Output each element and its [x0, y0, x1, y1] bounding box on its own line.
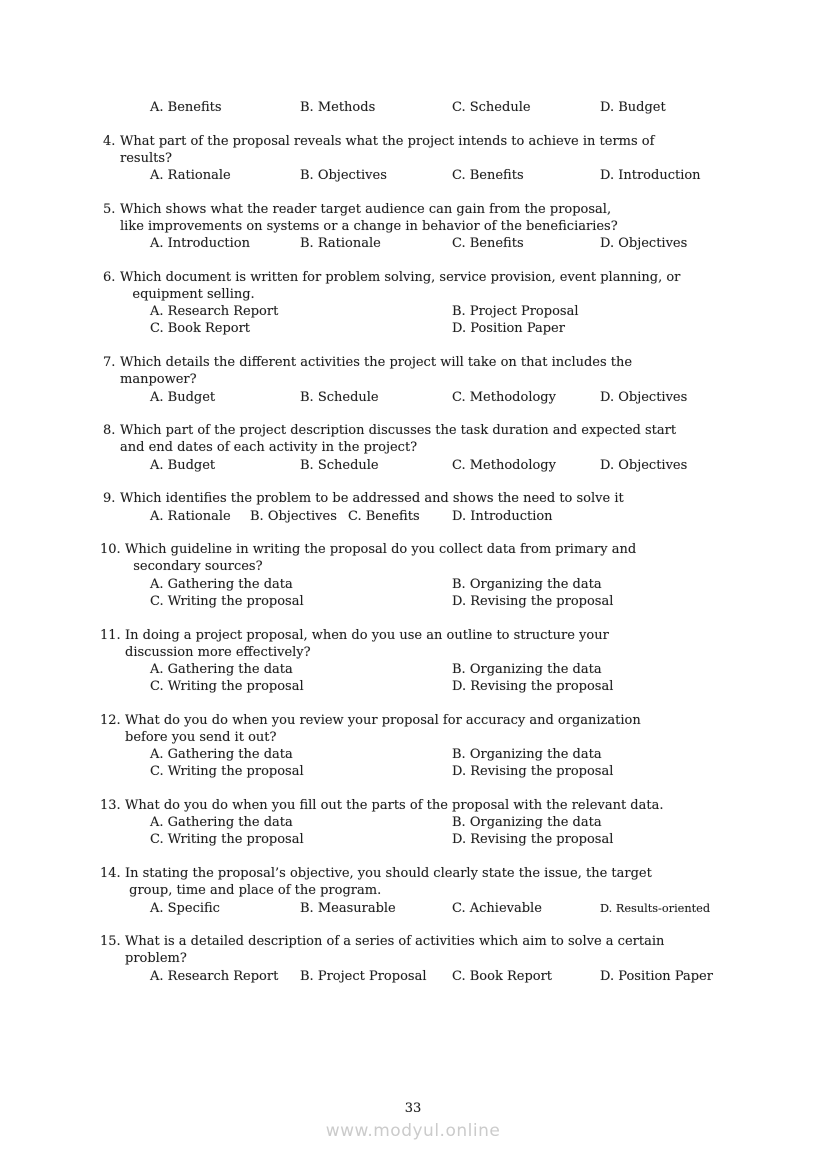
option-b: B. Objectives: [300, 168, 387, 184]
question-stem: [100, 627, 783, 644]
quiz-content: [100, 99, 783, 1001]
option-b: B. Objectives: [250, 508, 337, 524]
question-text: What is a detailed description of a series of activities which aim to solve a certain: [125, 934, 665, 950]
option-c: C. Methodology: [452, 457, 556, 473]
options-row: [103, 167, 783, 184]
question-stem: [103, 133, 783, 150]
options-row: [103, 99, 783, 116]
question-number: 6.: [103, 269, 116, 285]
option-b: B. Organizing the data: [452, 747, 602, 763]
question-text: equipment selling.: [120, 287, 255, 303]
options-row: [103, 235, 783, 252]
carryover-options-row: [103, 99, 783, 116]
option-c: C. Writing the proposal: [150, 679, 304, 695]
question-stem-continuation: [103, 644, 783, 661]
question-stem: [100, 797, 783, 814]
question-text: manpower?: [120, 372, 197, 388]
question-text: problem?: [125, 951, 187, 967]
option-a: A. Budget: [150, 389, 216, 405]
question-stem-continuation: [103, 218, 783, 235]
option-c: C. Book Report: [150, 321, 251, 337]
options-row: [103, 814, 783, 831]
option-c: C. Benefits: [348, 508, 420, 524]
options-row: [103, 457, 783, 474]
option-d: D. Objectives: [600, 389, 688, 405]
question-number: 8.: [103, 423, 116, 439]
question-stem-continuation: [103, 439, 783, 456]
question-text: results?: [120, 150, 172, 166]
option-b: B. Schedule: [300, 389, 379, 405]
question-stem-continuation: [103, 150, 783, 167]
option-c: C. Methodology: [452, 389, 556, 405]
option-d: D. Introduction: [600, 168, 701, 184]
question-text: In doing a project proposal, when do you use an outline to structure your: [125, 627, 609, 643]
question-stem: [103, 354, 783, 371]
question-text: discussion more effectively?: [125, 644, 311, 660]
options-row: [103, 678, 783, 695]
option-d: D. Revising the proposal: [452, 679, 614, 695]
options-row: [103, 593, 783, 610]
question-8: [103, 422, 783, 474]
options-row: [103, 320, 783, 337]
question-text: Which identifies the problem to be addressed and shows the need to solve it: [120, 491, 624, 507]
question-text: Which details the different activities the project will take on that includes the: [120, 355, 633, 371]
option-d: D. Introduction: [452, 508, 553, 524]
option-c: C. Achievable: [452, 900, 542, 916]
question-stem: [103, 269, 783, 286]
question-13: [100, 797, 783, 849]
question-text: group, time and place of the program.: [125, 883, 382, 899]
question-9: [103, 490, 783, 524]
question-number: 4.: [103, 133, 116, 149]
option-a: A. Research Report: [150, 304, 279, 320]
option-c: C. Book Report: [452, 968, 553, 984]
option-b: B. Measurable: [300, 900, 396, 916]
question-number: 12.: [100, 712, 121, 728]
question-stem: [100, 865, 783, 882]
question-stem-continuation: [103, 371, 783, 388]
option-d: D. Objectives: [600, 236, 688, 252]
option-b: B. Organizing the data: [452, 576, 602, 592]
question-text: Which part of the project description discusses the task duration and expected start: [120, 423, 677, 439]
option-a: A. Rationale: [150, 168, 231, 184]
question-stem: [103, 201, 783, 218]
question-11: [100, 627, 783, 696]
question-text: What do you do when you fill out the parts of the proposal with the relevant data.: [125, 798, 664, 814]
question-stem-continuation: [103, 950, 783, 967]
question-number: 7.: [103, 355, 116, 371]
question-stem-continuation: [103, 558, 783, 575]
option-b: B. Organizing the data: [452, 661, 602, 677]
option-a: A. Gathering the data: [150, 576, 293, 592]
page-number: 33: [404, 1101, 422, 1116]
options-row: [103, 968, 783, 985]
option-a: A. Introduction: [150, 236, 250, 252]
question-12: [100, 712, 783, 781]
options-row: [103, 576, 783, 593]
options-row: [103, 661, 783, 678]
question-stem: [100, 541, 783, 558]
option-b: B. Project Proposal: [300, 968, 427, 984]
option-d: D. Position Paper: [452, 321, 565, 337]
option-a: A. Benefits: [150, 100, 222, 115]
option-c: C. Benefits: [452, 236, 524, 252]
options-row: [103, 746, 783, 763]
question-14: [100, 865, 783, 917]
question-15: [100, 933, 783, 985]
question-number: 9.: [103, 491, 116, 507]
option-d: D. Revising the proposal: [452, 832, 614, 848]
question-6: [103, 269, 783, 338]
options-row: [103, 763, 783, 780]
option-b: B. Rationale: [300, 236, 381, 252]
question-number: 10.: [100, 542, 121, 558]
question-text: What part of the proposal reveals what the project intends to achieve in terms of: [120, 133, 655, 149]
question-text: Which shows what the reader target audience can gain from the proposal,: [120, 201, 612, 217]
question-4: [103, 133, 783, 185]
question-5: [103, 201, 783, 253]
option-c: C. Writing the proposal: [150, 832, 304, 848]
question-7: [103, 354, 783, 406]
option-b: B. Project Proposal: [452, 304, 579, 320]
question-text: before you send it out?: [125, 730, 277, 745]
watermark-url: www.modyul.online: [325, 1121, 501, 1141]
question-stem-continuation: [103, 286, 783, 303]
option-d: D. Results-oriented: [600, 901, 711, 915]
option-b: B. Methods: [300, 100, 376, 115]
options-row: [103, 389, 783, 406]
options-row: [103, 508, 783, 525]
question-text: In stating the proposal’s objective, you should clearly state the issue, the target: [125, 866, 652, 882]
option-c: C. Benefits: [452, 168, 524, 184]
question-text: Which document is written for problem solving, service provision, event planning, or: [120, 269, 681, 285]
question-text: secondary sources?: [125, 559, 263, 575]
question-number: 13.: [100, 798, 121, 814]
option-a: A. Research Report: [150, 968, 279, 984]
option-d: D. Revising the proposal: [452, 593, 614, 609]
option-d: D. Objectives: [600, 457, 688, 473]
option-d: D. Position Paper: [600, 968, 713, 984]
question-text: What do you do when you review your proposal for accuracy and organization: [125, 712, 641, 728]
option-a: A. Budget: [150, 457, 216, 473]
option-c: C. Schedule: [452, 100, 531, 115]
option-a: A. Gathering the data: [150, 661, 293, 677]
option-b: B. Schedule: [300, 457, 379, 473]
option-a: A. Gathering the data: [150, 747, 293, 763]
question-number: 5.: [103, 201, 116, 217]
option-a: A. Rationale: [150, 508, 231, 524]
option-a: A. Specific: [150, 900, 220, 916]
question-stem: [103, 490, 783, 507]
options-row: [103, 831, 783, 848]
question-number: 11.: [100, 627, 121, 643]
question-text: Which guideline in writing the proposal do you collect data from primary and: [125, 542, 637, 558]
option-d: D. Revising the proposal: [452, 764, 614, 780]
option-c: C. Writing the proposal: [150, 764, 304, 780]
question-text: like improvements on systems or a change in behavior of the beneficiaries?: [120, 218, 618, 234]
question-number: 14.: [100, 866, 121, 882]
options-row: [103, 303, 783, 320]
question-stem: [100, 933, 783, 950]
options-row: [103, 900, 783, 917]
question-stem-continuation: [103, 729, 783, 746]
option-d: D. Budget: [600, 100, 666, 115]
option-c: C. Writing the proposal: [150, 593, 304, 609]
question-stem-continuation: [103, 882, 783, 899]
question-stem: [100, 712, 783, 729]
option-a: A. Gathering the data: [150, 815, 293, 831]
question-text: and end dates of each activity in the project?: [120, 440, 418, 456]
question-stem: [103, 422, 783, 439]
question-number: 15.: [100, 934, 121, 950]
option-b: B. Organizing the data: [452, 815, 602, 831]
question-10: [100, 541, 783, 610]
